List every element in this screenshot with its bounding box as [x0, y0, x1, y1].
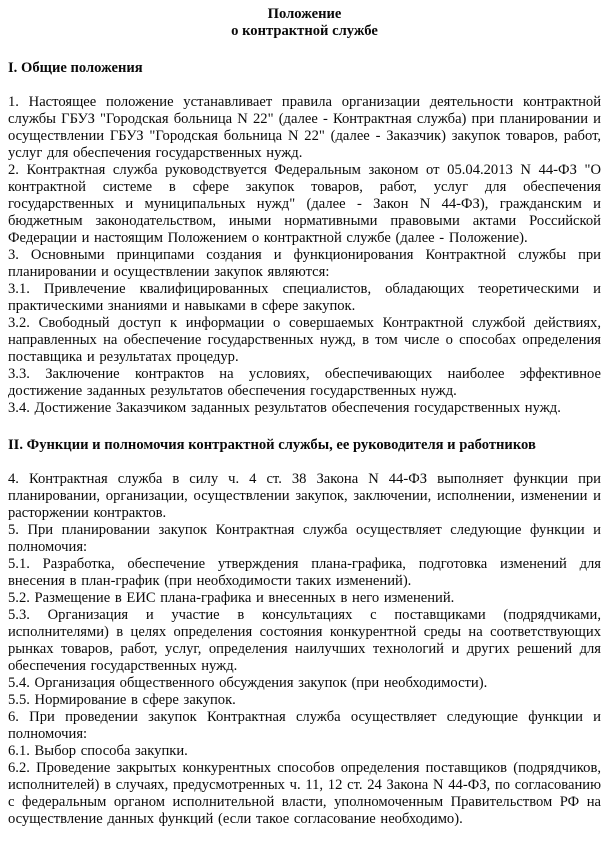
- document-title-line-2: о контрактной службе: [231, 23, 378, 39]
- document-title: [8, 6, 601, 40]
- paragraph: 3.2. Свободный доступ к информации о совершаемых Контрактной службой действиях, направленных на обеспечение государственных нужд, в том числе о способах определения поставщика и результатах процедур.: [8, 315, 601, 365]
- paragraph: 5.5. Нормирование в сфере закупок.: [8, 692, 236, 708]
- paragraph: 1. Настоящее положение устанавливает правила организации деятельности контрактной службы ГБУЗ "Городская больница N 22" (далее - Контрактная служба) при планировании и осуществлении ГБУЗ "Городская больница N 22" (далее - Заказчик) закупок товаров, работ, услуг для обеспечения государственных нужд.: [8, 94, 601, 161]
- paragraph: 3.3. Заключение контрактов на условиях, обеспечивающих наиболее эффективное достижение заданных результатов обеспечения государственных нужд.: [8, 366, 601, 399]
- paragraph: 5. При планировании закупок Контрактная служба осуществляет следующие функции и полномочия:: [8, 522, 601, 555]
- paragraph: 3.4. Достижение Заказчиком заданных результатов обеспечения государственных нужд.: [8, 400, 561, 416]
- paragraph: 3.1. Привлечение квалифицированных специалистов, обладающих теоретическими и практическими знаниями и навыками в сфере закупок.: [8, 281, 601, 314]
- paragraph: 3. Основными принципами создания и функционирования Контрактной службы при планировании и осуществлении закупок являются:: [8, 247, 601, 280]
- paragraph: 6.1. Выбор способа закупки.: [8, 743, 188, 759]
- paragraph: 4. Контрактная служба в силу ч. 4 ст. 38 Закона N 44-ФЗ выполняет функции при планировании, организации, осуществлении закупок, заключении, исполнении, изменении и расторжении контрактов.: [8, 471, 601, 521]
- paragraph: 5.4. Организация общественного обсуждения закупок (при необходимости).: [8, 675, 488, 691]
- paragraph: 6. При проведении закупок Контрактная служба осуществляет следующие функции и полномочия:: [8, 709, 601, 742]
- paragraph: 5.2. Размещение в ЕИС плана-графика и внесенных в него изменений.: [8, 590, 455, 606]
- paragraph: 5.3. Организация и участие в консультациях с поставщиками (подрядчиками, исполнителями) в целях определения состояния конкурентной среды на соответствующих рынках товаров, работ, услуг, определения наилучших технологий и других решений для обеспечения государственных нужд.: [8, 607, 601, 674]
- paragraph: 5.1. Разработка, обеспечение утверждения плана-графика, подготовка изменений для внесения в план-график (при необходимости таких изменений).: [8, 556, 601, 589]
- document-body: [8, 60, 601, 828]
- section-heading: II. Функции и полномочия контрактной службы, ее руководителя и работников: [8, 437, 536, 453]
- paragraph: 2. Контрактная служба руководствуется Федеральным законом от 05.04.2013 N 44-ФЗ "О контрактной системе в сфере закупок товаров, работ, услуг для обеспечения государственных и муниципальных нужд" (далее - Закон N 44-ФЗ), гражданским и бюджетным законодательством, иными нормативными правовыми актами Российской Федерации и настоящим Положением о контрактной службе (далее - Положение).: [8, 162, 601, 246]
- document-title-line-1: Положение: [267, 6, 342, 22]
- section-heading: I. Общие положения: [8, 60, 143, 76]
- paragraph: 6.2. Проведение закрытых конкурентных способов определения поставщиков (подрядчиков, исполнителей) в случаях, предусмотренных ч. 11, 12 ст. 24 Закона N 44-ФЗ, по согласованию с федеральным органом исполнительной власти, уполномоченным Правительством РФ на осуществление данных функций (если такое согласование необходимо).: [8, 760, 601, 827]
